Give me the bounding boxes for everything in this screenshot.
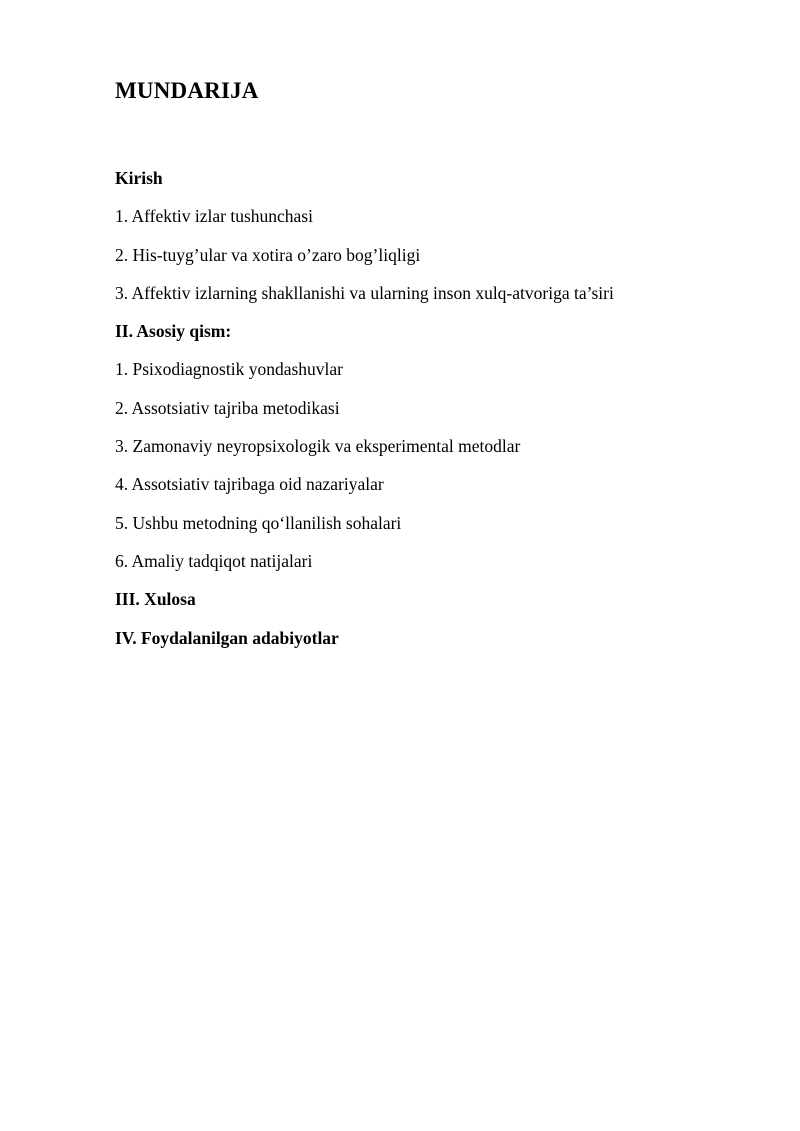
toc-title: MUNDARIJA — [115, 78, 259, 103]
toc-entry-conclusion: III. Xulosa — [115, 589, 196, 610]
toc-entry-main-part: II. Asosiy qism: — [115, 321, 232, 342]
toc-entry-1-3: 3. Affektiv izlarning shakllanishi va ularning inson xulq-atvoriga ta’siri — [115, 282, 614, 303]
toc-list — [115, 167, 755, 665]
toc-entry-2-6: 6. Amaliy tadqiqot natijalari — [115, 550, 313, 571]
toc-entry-1-2: 2. His-tuyg’ular va xotira o’zaro bog’liqligi — [115, 244, 421, 265]
toc-entry-2-5: 5. Ushbu metodning qo‘llanilish sohalari — [115, 512, 402, 533]
toc-entry-intro: Kirish — [115, 168, 163, 188]
toc-entry-2-1: 1. Psixodiagnostik yondashuvlar — [115, 359, 343, 380]
toc-entry-2-2: 2. Assotsiativ tajriba metodikasi — [115, 397, 340, 418]
toc-entry-2-3: 3. Zamonaviy neyropsixologik va eksperimental metodlar — [115, 436, 521, 457]
toc-entry-references: IV. Foydalanilgan adabiyotlar — [115, 627, 339, 648]
toc-entry-1-1: 1. Affektiv izlar tushunchasi — [115, 206, 313, 227]
toc-entry-2-4: 4. Assotsiativ tajribaga oid nazariyalar — [115, 474, 384, 495]
